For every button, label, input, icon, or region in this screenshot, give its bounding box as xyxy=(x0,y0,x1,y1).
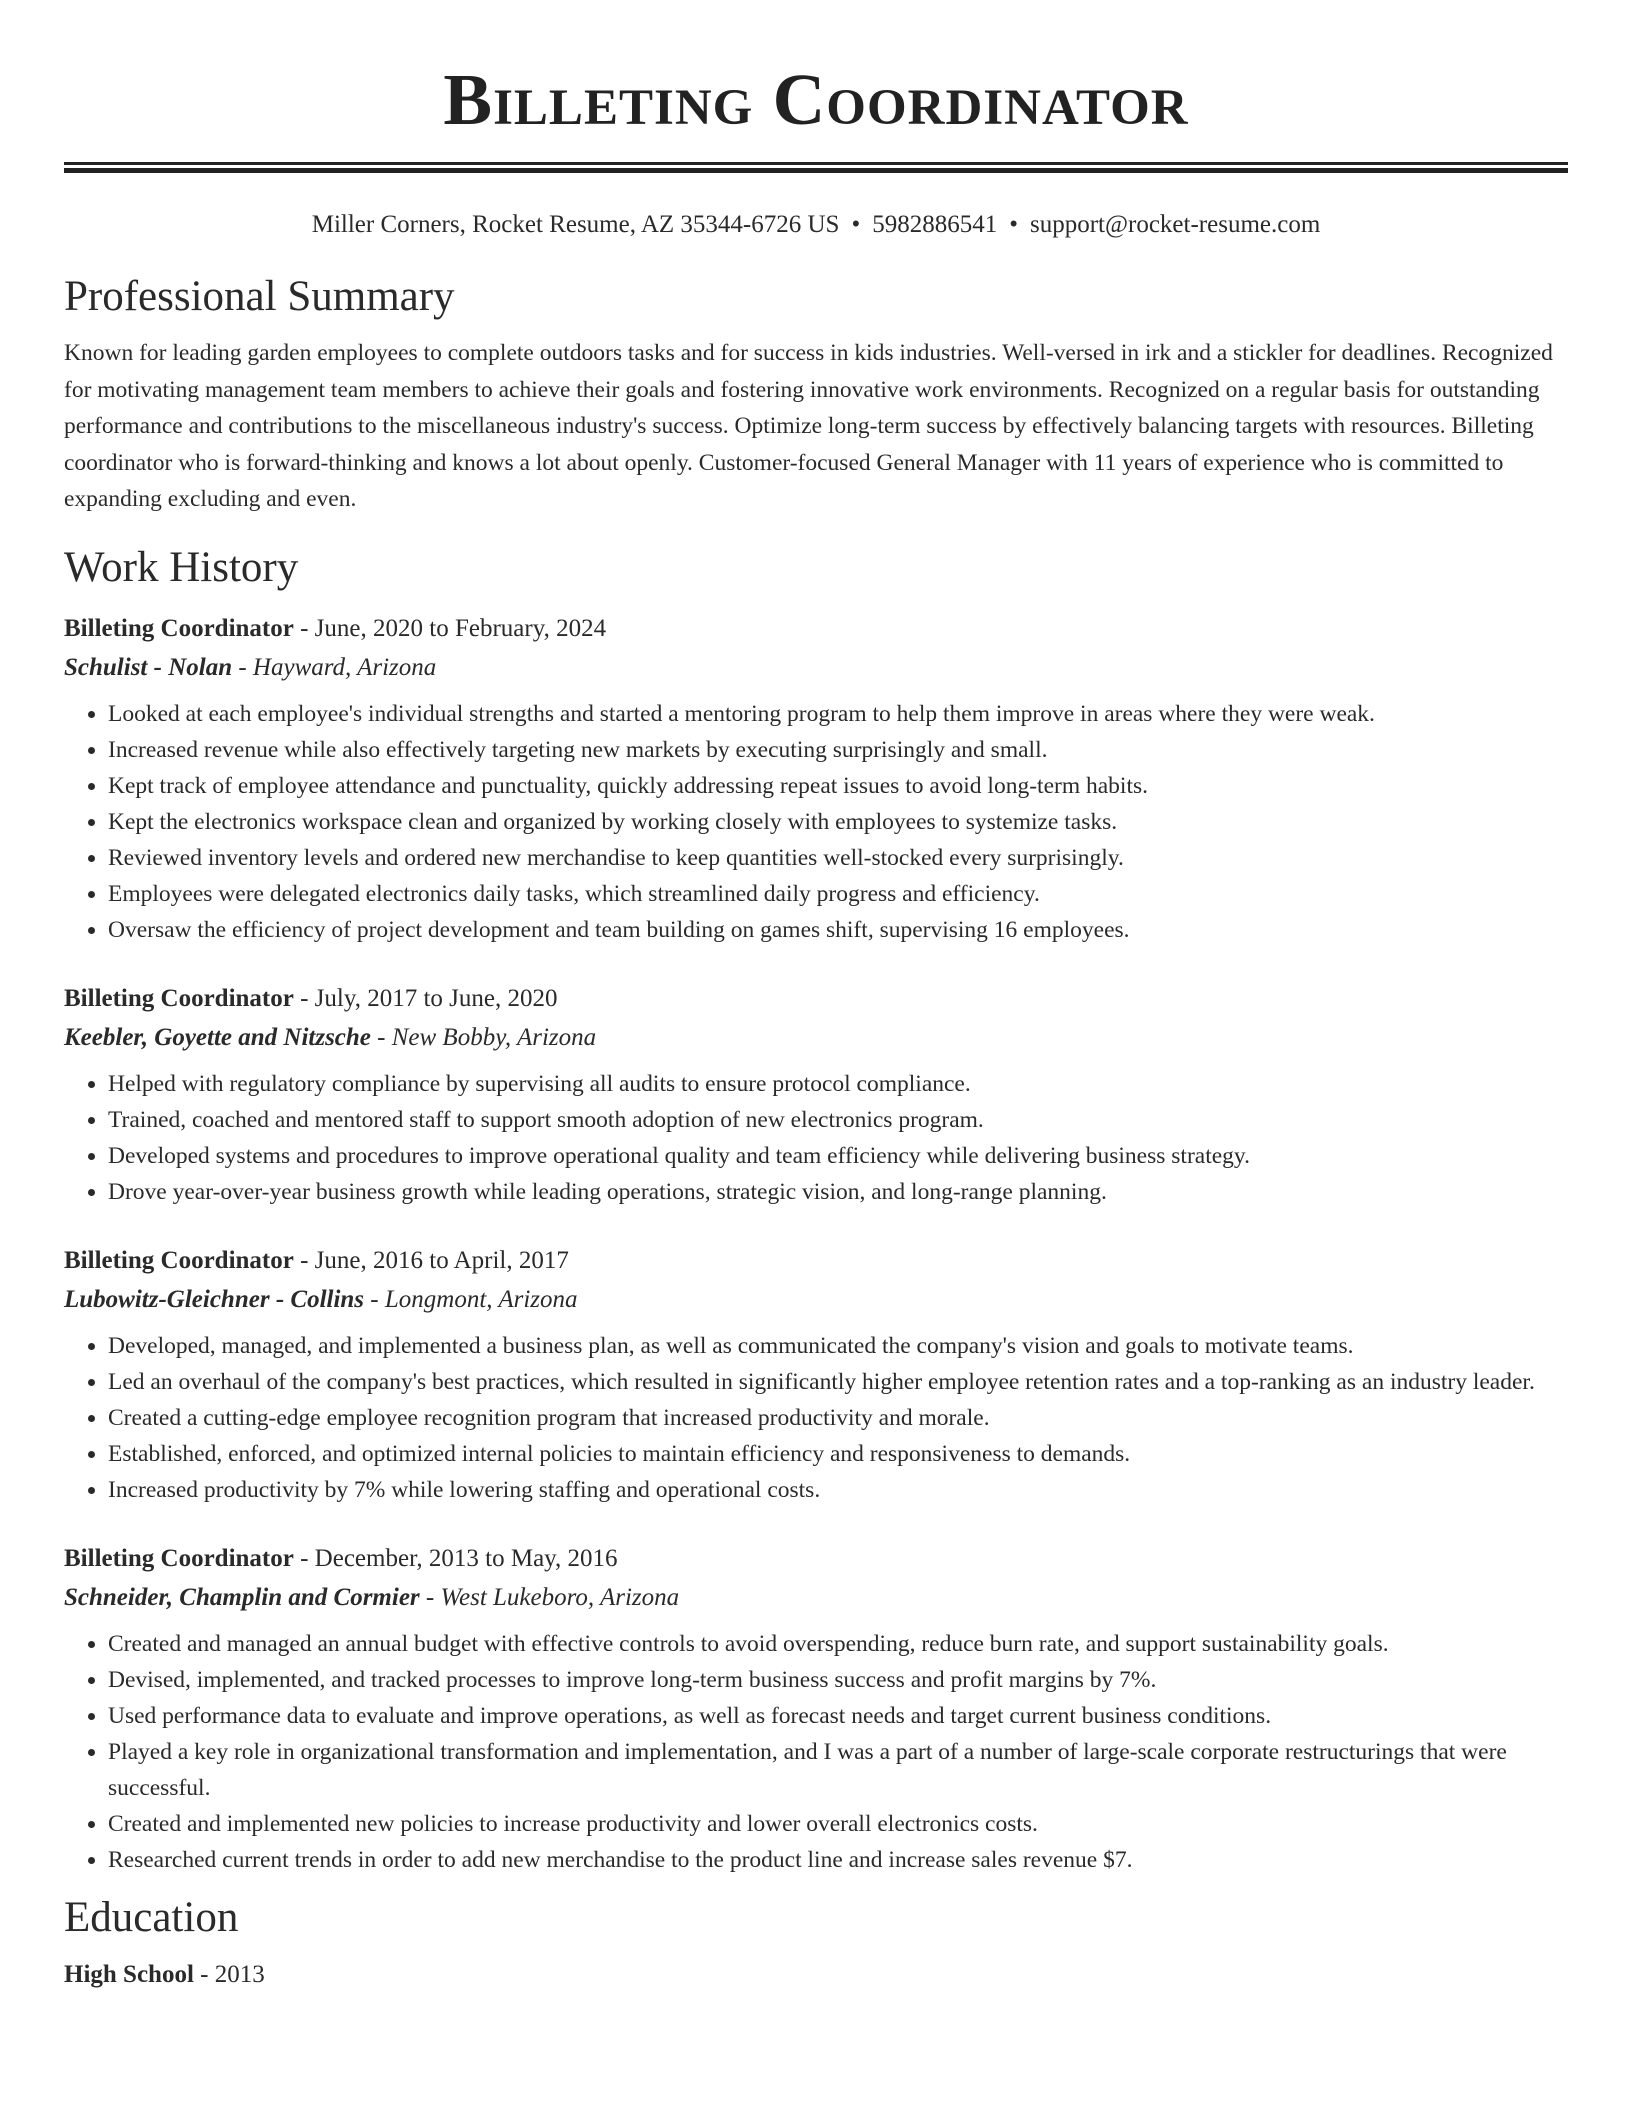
job-bullet: • Drove year-over-year business growth while leading operations, strategic vision, and long-range planning. xyxy=(108,1174,1568,1210)
job-role: Billeting Coordinator xyxy=(64,614,294,642)
job-bullet: • Used performance data to evaluate and improve operations, as well as forecast needs and target current business conditions. xyxy=(108,1698,1568,1734)
company-line xyxy=(64,1280,1568,1320)
job-bullet: • Increased productivity by 7% while lowering staffing and operational costs. xyxy=(108,1472,1568,1508)
job-dates: - December, 2013 to May, 2016 xyxy=(293,1544,618,1572)
job-bullet: • Researched current trends in order to add new merchandise to the product line and increase sales revenue $7. xyxy=(108,1842,1568,1878)
education-year: - 2013 xyxy=(193,1960,265,1988)
job-entry xyxy=(64,1242,1568,1508)
company-name: Keebler, Goyette and Nitzsche xyxy=(64,1023,371,1051)
company-line xyxy=(64,1578,1568,1618)
job-bullet: • Led an overhaul of the company's best practices, which resulted in significantly higher employee retention rates and a top-ranking as an industry leader. xyxy=(108,1364,1568,1400)
company-line xyxy=(64,648,1568,688)
company-line xyxy=(64,1018,1568,1058)
work-history-heading: Work History xyxy=(64,543,299,591)
summary-heading: Professional Summary xyxy=(64,273,455,320)
job-dates: - June, 2020 to February, 2024 xyxy=(293,614,607,642)
job-title-line xyxy=(64,980,1568,1018)
job-bullet: • Oversaw the efficiency of project development and team building on games shift, supervising 16 employees. xyxy=(108,912,1568,948)
education-heading: Education xyxy=(64,1893,239,1941)
job-role: Billeting Coordinator xyxy=(64,1246,294,1274)
job-bullet: • Looked at each employee's individual strengths and started a mentoring program to help them improve in areas where they were weak. xyxy=(108,696,1568,732)
company-name: Schneider, Champlin and Cormier xyxy=(64,1583,420,1611)
job-bullet: • Developed, managed, and implemented a business plan, as well as communicated the company's vision and goals to motivate teams. xyxy=(108,1328,1568,1364)
job-role: Billeting Coordinator xyxy=(64,984,294,1012)
job-entry xyxy=(64,1540,1568,1878)
job-bullet: • Created and implemented new policies to increase productivity and lower overall electronics costs. xyxy=(108,1806,1568,1842)
job-bullet: • Created and managed an annual budget with effective controls to avoid overspending, reduce burn rate, and support sustainability goals. xyxy=(108,1626,1568,1662)
job-bullet: • Developed systems and procedures to improve operational quality and team efficiency while delivering business strategy. xyxy=(108,1138,1568,1174)
job-title-line xyxy=(64,610,1568,648)
title-divider xyxy=(64,162,1568,173)
company-location: - New Bobby, Arizona xyxy=(370,1023,597,1051)
job-bullet: • Created a cutting-edge employee recognition program that increased productivity and morale. xyxy=(108,1400,1568,1436)
job-bullets xyxy=(64,696,1568,948)
job-entry xyxy=(64,980,1568,1210)
company-name: Lubowitz-Gleichner - Collins xyxy=(64,1285,365,1313)
job-bullet: • Employees were delegated electronics daily tasks, which streamlined daily progress and efficiency. xyxy=(108,876,1568,912)
job-bullet: • Reviewed inventory levels and ordered new merchandise to keep quantities well-stocked every surprisingly. xyxy=(108,840,1568,876)
education-degree: High School xyxy=(64,1960,194,1988)
job-bullets xyxy=(64,1066,1568,1210)
education-entry xyxy=(64,1956,1568,1994)
contact-separator: • xyxy=(851,211,861,238)
contact-separator: • xyxy=(1009,211,1018,238)
job-dates: - June, 2016 to April, 2017 xyxy=(293,1246,569,1274)
resume-title: Billeting Coordinator xyxy=(443,59,1189,140)
company-location: - Longmont, Arizona xyxy=(364,1285,578,1313)
job-bullet: • Kept track of employee attendance and punctuality, quickly addressing repeat issues to avoid long-term habits. xyxy=(108,768,1568,804)
contact-email: support@rocket-resume.com xyxy=(1029,211,1321,238)
contact-phone: 5982886541 xyxy=(872,211,998,238)
job-entry xyxy=(64,610,1568,948)
summary-text: Known for leading garden employees to complete outdoors tasks and for success in kids industries. Well-versed in irk and a stickler for deadlines. Recognized for motivating management team members to achieve their goals and fostering innovative work environments. Recognized on a regular basis for outstanding performance and contributions to the miscellaneous industry's success. Optimize long-term success by effectively balancing targets with resources. Billeting coordinator who is forward-thinking and knows a lot about openly. Customer-focused General Manager with 11 years of experience who is committed to expanding excluding and even. xyxy=(64,340,1553,512)
job-bullets xyxy=(64,1328,1568,1508)
job-bullet: • Devised, implemented, and tracked processes to improve long-term business success and profit margins by 7%. xyxy=(108,1662,1568,1698)
job-title-line xyxy=(64,1540,1568,1578)
job-title-line xyxy=(64,1242,1568,1280)
contact-address: Miller Corners, Rocket Resume, AZ 35344-6726 US xyxy=(311,211,840,238)
company-location: - Hayward, Arizona xyxy=(232,653,437,681)
job-bullets xyxy=(64,1626,1568,1878)
job-role: Billeting Coordinator xyxy=(64,1544,294,1572)
job-bullet: • Helped with regulatory compliance by supervising all audits to ensure protocol compliance. xyxy=(108,1066,1568,1102)
company-location: - West Lukeboro, Arizona xyxy=(419,1583,680,1611)
company-name: Schulist - Nolan xyxy=(64,653,233,681)
contact-line xyxy=(64,209,1568,241)
job-dates: - July, 2017 to June, 2020 xyxy=(293,984,558,1012)
job-bullet: • Played a key role in organizational transformation and implementation, and I was a part of a number of large-scale corporate restructurings that were successful. xyxy=(108,1734,1568,1806)
job-bullet: • Increased revenue while also effectively targeting new markets by executing surprisingly and small. xyxy=(108,732,1568,768)
job-bullet: • Trained, coached and mentored staff to support smooth adoption of new electronics program. xyxy=(108,1102,1568,1138)
job-bullet: • Kept the electronics workspace clean and organized by working closely with employees to systemize tasks. xyxy=(108,804,1568,840)
job-bullet: • Established, enforced, and optimized internal policies to maintain efficiency and responsiveness to demands. xyxy=(108,1436,1568,1472)
